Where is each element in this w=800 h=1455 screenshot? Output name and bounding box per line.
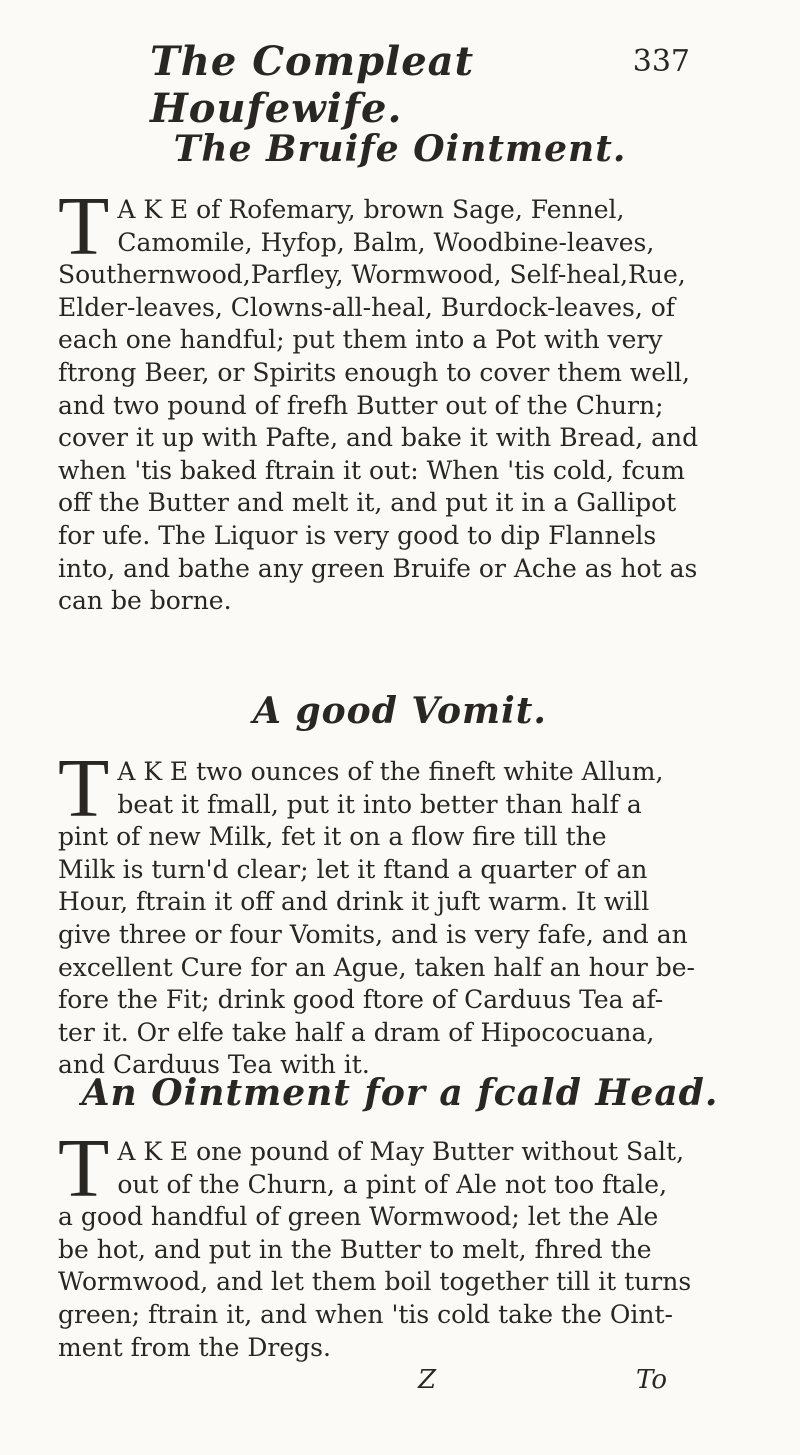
section-body-good-vomit <box>58 742 758 1082</box>
text-line: off the Butter and melt it, and put it in a Gallipot <box>58 488 677 518</box>
text-line: A K E one pound of May Butter without Salt, <box>117 1137 685 1166</box>
text-line: beat it fmall, put it into better than half a <box>117 789 642 819</box>
text-line: out of the Churn, a pint of Ale not too ftale, <box>117 1169 668 1199</box>
text-line: each one handful; put them into a Pot with very <box>58 325 663 355</box>
text-line: A K E of Rofemary, brown Sage, Fennel, <box>117 195 625 224</box>
text-line: Southernwood,Parfley, Wormwood, Self-heal,Rue, <box>58 260 686 290</box>
text-line: fore the Fit; drink good ftore of Carduus Tea af- <box>58 985 664 1015</box>
text-line: for ufe. The Liquor is very good to dip Flannels <box>58 520 657 550</box>
text-line: can be borne. <box>58 586 232 616</box>
text-line: into, and bathe any green Bruife or Ache as hot as <box>58 553 698 583</box>
text-line: A K E two ounces of the fineft white Allum, <box>117 757 664 786</box>
text-line: give three or four Vomits, and is very fafe, and an <box>58 919 688 949</box>
running-head <box>150 38 690 132</box>
text-line: be hot, and put in the Butter to melt, fhred the <box>58 1234 652 1264</box>
section-title-scald-head-ointment: An Ointment for a fcald Head. <box>81 1072 719 1114</box>
text-line: green; ftrain it, and when 'tis cold take the Oint- <box>58 1299 673 1329</box>
section-title-bruife-ointment: The Bruife Ointment. <box>173 128 627 170</box>
signature-mark: Z <box>418 1365 437 1395</box>
text-line: ment from the Dregs. <box>58 1332 331 1362</box>
text-line: and Carduus Tea with it. <box>58 1050 370 1080</box>
section-body-scald-head-ointment <box>58 1122 758 1364</box>
text-line: and two pound of frefh Butter out of the Churn; <box>58 390 664 420</box>
text-line: Hour, ftrain it off and drink it juft warm. It will <box>58 887 650 917</box>
text-line: a good handful of green Wormwood; let the Ale <box>58 1202 659 1232</box>
text-line: when 'tis baked ftrain it out: When 'tis cold, fcum <box>58 455 685 485</box>
text-line: excellent Cure for an Ague, taken half an hour be- <box>58 952 695 982</box>
text-line: Milk is turn'd clear; let it ftand a quarter of an <box>58 854 648 884</box>
drop-cap: T <box>58 1122 110 1215</box>
section-title-good-vomit: A good Vomit. <box>253 690 547 732</box>
catchword: To <box>636 1365 667 1395</box>
page-footer <box>0 1365 800 1405</box>
text-line: ter it. Or elfe take half a dram of Hipococuana, <box>58 1017 655 1047</box>
drop-cap: T <box>58 742 110 835</box>
text-line: pint of new Milk, fet it on a flow fire till the <box>58 822 607 852</box>
text-line: cover it up with Pafte, and bake it with Bread, and <box>58 423 699 453</box>
drop-cap: T <box>58 180 110 273</box>
section-body-bruife-ointment <box>58 180 758 618</box>
page-number: 337 <box>632 44 690 79</box>
text-line: Camomile, Hyfop, Balm, Woodbine-leaves, <box>117 227 655 257</box>
text-line: Elder-leaves, Clowns-all-heal, Burdock-leaves, of <box>58 292 676 322</box>
running-title: The Compleat Houfewife. <box>150 38 475 132</box>
text-line: Wormwood, and let them boil together till it turns <box>58 1267 692 1297</box>
text-line: ftrong Beer, or Spirits enough to cover them well, <box>58 357 690 387</box>
